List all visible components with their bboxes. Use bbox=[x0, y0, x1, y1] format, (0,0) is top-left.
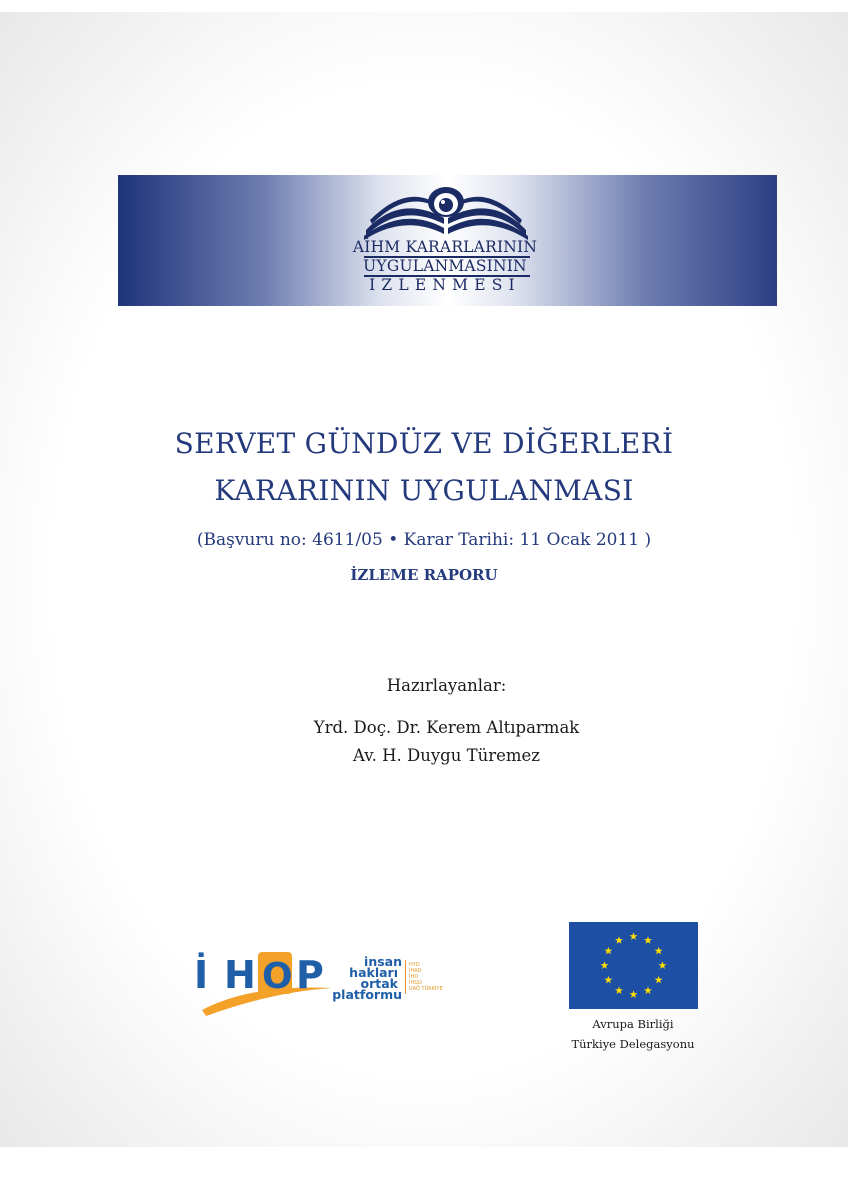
eu-star bbox=[604, 947, 612, 955]
document-title-line2: KARARININ UYGULANMASI bbox=[214, 474, 634, 507]
ihop-member: İHD bbox=[409, 974, 419, 980]
eu-star bbox=[644, 986, 652, 994]
ihop-divider bbox=[405, 960, 406, 994]
ihop-member: HYD bbox=[409, 962, 420, 968]
eu-star bbox=[615, 986, 623, 994]
eu-star bbox=[644, 936, 652, 944]
eu-flag bbox=[569, 922, 698, 1009]
application-info: (Başvuru no: 4611/05 • Karar Tarihi: 11 Ocak 2011 ) bbox=[196, 530, 652, 550]
ihop-member: UAÖ TÜRKİYE bbox=[409, 986, 443, 992]
ihop-word: hakları bbox=[349, 965, 398, 980]
eu-star bbox=[604, 976, 612, 984]
ihop-member-list bbox=[409, 962, 443, 992]
ihop-letter: O bbox=[262, 956, 293, 997]
eu-caption-line2: Türkiye Delegasyonu bbox=[571, 1037, 695, 1051]
logo-text-line3: İZLENMESİ bbox=[369, 276, 521, 294]
ihop-word: platformu bbox=[332, 987, 402, 1002]
ihop-letter: İ bbox=[194, 953, 209, 997]
open-book-eye-icon bbox=[360, 184, 532, 240]
ihop-logo bbox=[192, 940, 337, 1018]
ihop-word: ortak bbox=[360, 976, 398, 991]
eu-star bbox=[659, 961, 667, 969]
ihop-member: İHGD bbox=[409, 980, 422, 986]
logo-text-line1: AİHM KARARLARININ bbox=[352, 238, 538, 256]
eu-star bbox=[601, 961, 609, 969]
eu-star bbox=[655, 976, 663, 984]
eu-star bbox=[630, 932, 638, 940]
author-name: Av. H. Duygu Türemez bbox=[353, 746, 540, 765]
author-name: Yrd. Doç. Dr. Kerem Altıparmak bbox=[313, 718, 580, 737]
logo-text-line2: UYGULANMASININ bbox=[363, 257, 527, 275]
ihop-letter: H bbox=[224, 953, 256, 997]
report-label: İZLEME RAPORU bbox=[350, 566, 498, 584]
eu-star bbox=[630, 990, 638, 998]
eu-caption-line1: Avrupa Birliği bbox=[592, 1017, 674, 1031]
document-title-line1: SERVET GÜNDÜZ VE DİĞERLERİ bbox=[174, 427, 674, 460]
prepared-by-heading: Hazırlayanlar: bbox=[386, 676, 507, 695]
ihop-letter: P bbox=[296, 953, 324, 997]
eu-stars-icon bbox=[569, 922, 698, 1009]
eu-star bbox=[655, 947, 663, 955]
eu-star bbox=[615, 936, 623, 944]
ihop-word: insan bbox=[364, 954, 402, 969]
ihop-member: İHAD bbox=[409, 968, 422, 974]
